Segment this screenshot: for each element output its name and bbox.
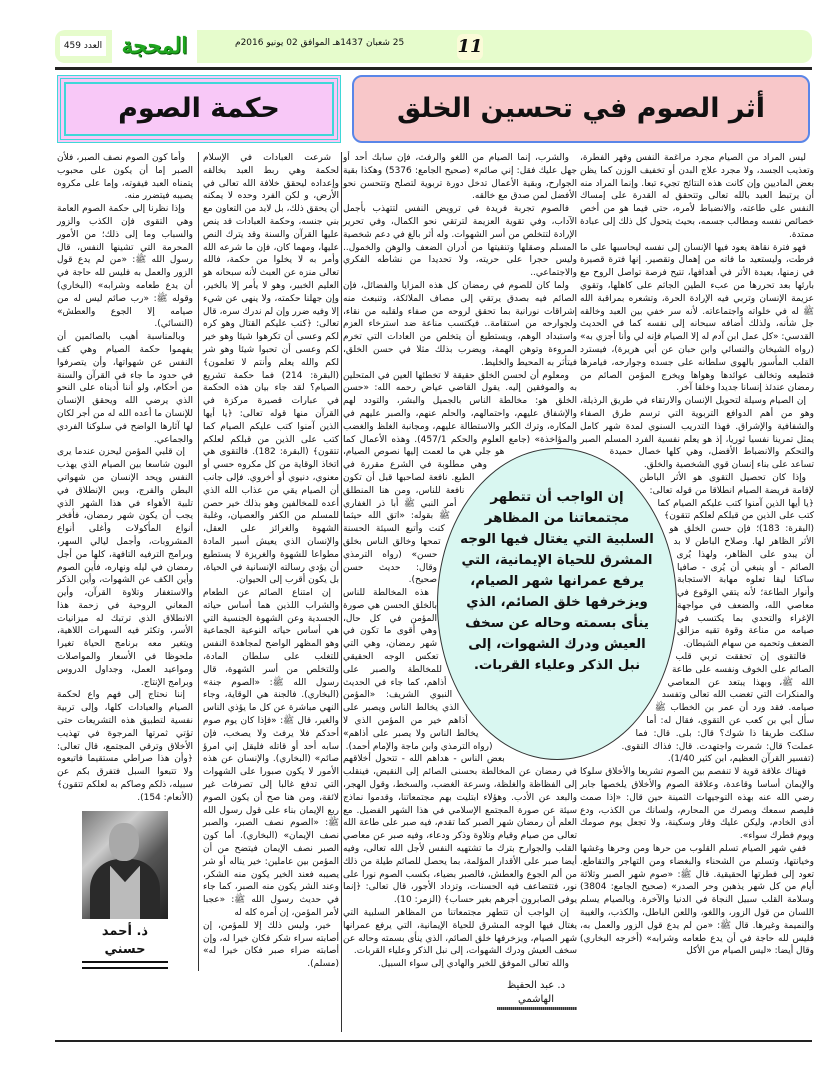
paragraph: هذه المخالطة للناس بالخلق الحسن هي صورة المؤمن في كل حال، وهي أقوى ما تكون في شهر رمضان، وهي التي تعكس الوجه الحقيقي للمخالطة والصبر على أذاهم، كما جاء في الحديث النبوي الشريف: «المؤمن الذي يخالط الناس ويصبر على أذاهم خير من المؤمن الذي لا يخالط الناس ولا يصبر على أذاهم» (رواه الترمذي وابن ماجة والإمام أحمد). (343, 588, 493, 752)
paragraph: والشرب، إنما الصيام من اللغو والرفث، فإن سابك أحد أو جهل عليك فقل: إني صائم» (صحيح الجامع: 5376) وهكذا بقية الجوارح، وبقية الأعمال تدخل دورة تربوية لتصلح وتتحسن نحو الأفضل لمن صدق مع خالقه. (343, 153, 577, 202)
article2-author: ذ. أحمد حسني (101, 923, 149, 957)
paragraph: ومعلوم أن لحسن الخلق حقيقة لا تخطئها العين في المتحلين به والموفقين إليه. يقول القاضي عياض رحمه الله: «حسن الخلق هو: مخالطة الناس بالجميل والبشر، والتودد لهم والإشفاق عليهم، واحتمالهم، والحلم عنهم، والصبر عليهم في المكاره، وترك الكبر والاستطالة عليهم، ومجانبة الغلظ والغضب والمؤاخذة» (جامع العلوم والحكم 457/1). وهذه الأعمال كما هو جلي هي ما لعمت إليها نصوص الصيام، وهي مطلوبة في الشرع مقررة في الطبع. نافعة لصاحبها قبل أن تكون نافعة للناس، ومن هنا المنطلق أمر النبي ﷺ أبا ذر الغفاري ﷺ بقوله: «اتق الله حيثما كنت وأتبع السيئة الحسنة تمحها وخالق الناس بخلق حسن» (رواه الترمذي وقال: حديث حسن صحيح). (343, 370, 577, 586)
article2-body (57, 152, 339, 971)
paragraph: خير، وليس ذلك إلا للمؤمن، إن أصابته سراء شكر فكان خيرا له، وإن أصابته ضراء صبر فكان خيرا له» (مسلم). (203, 920, 339, 970)
paragraph: فهو فترة نقاهة يعود فيها الإنسان إلى نفسه ليحاسبها على ما فرطت، وليستعيد ما فاته من إهمال وتقصير. إنها فترة قصيرة في زمنها، بعيدة الأثر في أهدافها، تتيح فرصة تواصل الروح مع بارئها بعد تحررها من عبء الطين الجاثم على كاهلها، وتقوي عزيمة الإنسان وتربي فيه الإرادة الحرة، وتشعره بمراقبة الله ﷺ له في خلواته واجتماعاته. لأنه سر خفي بين العبد وخالقه جل شأنه، ولذلك أضافه سبحانه إلى نفسه كما في الحديث القدسي: «كل عمل ابن آدم له إلا الصيام فإنه لي وأنا أجزي به» (رواه الشيخان والنسائي وابن حبان عن أبي هريرة)، فيسترد القلب المأسور بالهوى سلطانه على جسده وجوارحه، فيامرها فتطيعه وتخالف عوائدها وهواها ويخرج المؤمن الصائم من رمضان عندئذ إنسانا جديدا وخلقا آخر. (580, 242, 814, 394)
closing-line: والله تعالى الموفق للخير والهادي إلى سواء السبيل. (378, 959, 569, 970)
top-divider (55, 67, 812, 70)
paragraph: وإذا نظرنا إلى حكمة الصوم العامة وهي التقوى فإن الكذب والزور والسباب وما إلى ذلك؛ من الأمور المحرمة التي تشينها النفس، قال رسول الله ﷺ: «من لم يدع قول الزور والعمل به فليس لله حاجة في أن يدع طعامه وشرابه» (البخاري) وقوله ﷺ: «رب صائم ليس له من صيامه إلا الجوع والعطش» (النسائي). (57, 204, 193, 330)
page-number: 11 (457, 34, 483, 60)
column-divider (341, 152, 342, 1032)
paragraph: إن الصيام وسيلة لتحويل الإنسان والارتقاء في طريق الرذيلة، وهو من أهم الدوافع التربوية التي ترسم طرق الصفاء والشفافية والإشراق. فهذا التدريب السنوي لمدة شهر كامل يمثل تمرينا نفسيا ثوريا، إذ هو يعلم نفسية الفرد المسلم الصبر والتحكم والانضباط الأفضل، وهي كلها خصال حميدة تساعد على بناء إنسان قوي الشخصية والخلق. (580, 396, 814, 471)
issue-number: العدد 459 (60, 36, 106, 56)
article2-title: حكمة الصوم (57, 75, 341, 143)
author-underline (82, 961, 168, 969)
bottom-divider (55, 1040, 812, 1042)
paragraph: وأما كون الصوم نصف الصبر، فلأن الصبر إما أن يكون على محبوب يتمناه العبد فيفوته، وإما على مكروه يصيبه فيتضرر منه. (57, 153, 193, 202)
pull-quote: إن الواجب أن تتطهر مجتمعاتنا من المظاهر السلبية التي يغتال فيها الوجه المشرق للحياة الإيمانية، التي يرفع عمرانها شهر الصيام، ويزخرفها خلق الصائم، الذي ينأى بسمته وحاله عن سخف العيش ودرك الشهوات، إلى نبل الذكر وعلياء القربات. (437, 448, 677, 760)
paragraph: فالتقوى إن تحققت تربي قلب الصائم على الخوف ونفسه على طاعة الله ﷺ، وبهذا يبتعد عن المعاصي والمنكرات التي تغضب الله تعالى وتفسد صيامه. فقد ورد أن عمر بن الخطاب ﷺ سأل أبي بن كعب عن التقوى، فقال له: أما سلكت طريقا ذا شوك؟ قال: بلى. قال: فما عملت؟ قال: شمرت واجتهدت. قال: فذاك التقوى. (تفسير القرآن العظيم، ابن كثير 1/40). (621, 652, 814, 765)
author-block (57, 805, 193, 969)
page-header (55, 30, 812, 63)
photo-figure-head (109, 823, 139, 861)
author-photo (82, 811, 168, 919)
paragraph: إن قلبي المؤمن ليحزن عندما يرى البون شاسعا بين الصيام الذي يهذب النفس ويحد الإنسان من شهواتي البطن والفرج، وبين الإنطلاق في تلبية الأهواء في هذا الشهر الذي يجب أن يكون شهر رمضان، فأفخر أنواع المأكولات وأغلى أنواع المشروبات، وأجمل ليالي السهر، وبرامج الترفيه التافهة، كلها من أجل رمضان في ليله ونهاره، فأين الصوم وأين الكف عن الشهوات، وأين الذكر والاستغفار وتلاوة القرآن، وأين المعاني الروحية في زحمة هذا الانطلاق الذي ترتبك له ميزانيات الأسر، وتكثر فيه السهرات اللاهية، ويتغير معه برنامج الحياة تغيرا ملحوظا في الأسعار والمواصلات ومواعيد العمل، وجداول الدروس وبرامج الإنتاج. (57, 447, 193, 688)
paragraph: ففي شهر الصيام تسلم القلوب من حرها ومن وحرها وغشها وخيانتها، وتسلم من الشحناء والبغضاء ومن التهاجر والتقاطع. تعود إلى فطرتها الحقيقية. قال ﷺ: «صوم شهر الصبر وثلاثة أيام من كل شهر يذهبن وحر الصدر» (صحيح الجامع: 3804) وسلامة القلب سبيل النجاة في الدنيا والآخرة. وبالصيام يسلم اللسان من قول الزور، واللغو، واللعن الباطل، والكذب، والغيبة والنميمة وغيرها. قال ﷺ: «من لم يدع قول الزور والعمل به، فليس لله حاجة في أن يدع طعامه وشرابه» (أخرجه البخاري) وقال أيضا: «ليس الصيام من الأكل (580, 844, 814, 957)
paragraph: ليس المراد من الصيام مجرد مراغمة النفس وقهر الفطرة، وتعذيب الجسد، ولا مجرد علاج البدن أو تخفيف الوزن كما يظن بعض الماديين وإن كانت هذه النتائج تجيء تبعا. وإنما المراد منه أن يرتبط العبد بالله تعالى وتتحقق له القدرة على إمساك النفس على طاعته، والانضباط لأمره، حتى فيما هو من أخص خصائص نفسه ومطالب جسمه، بحيث يتحول كل ذلك إلى عبادة ممتدة. (580, 153, 814, 240)
paragraph: وبالمناسبة أهيب بالصائمين أن يفهموا حكمة الصيام وهي كف النفس عن شهواتها، وأن يتصرفوا في حدود ما جاء في القرآن والسنة من أحكام، ولو أننا أديناه على النحو الذي يرضي الله ويحقق الإنسان للإنسان ما أعده الله له من أجر لكان لها آثارها الواضح في سلوكنا الفردي والجماعي. (57, 332, 193, 445)
paragraph: إن امتناع الصائم عن الطعام والشراب اللذين هما أساس حياته الجسدية وعن الشهوة الجنسية التي هي أساس حياته النوعية الجماعية وهو المظهر الواضح لمجاهدة النفس للتغلب على سلطان المادة، وللتخلص من أسر الشهوة، قال رسول الله ﷺ: «الصوم جنة» (البخاري). فالجنة هي الوقاية، وجاء النهي مباشرة عن كل ما يؤذي الناس والغير، قال ﷺ: «فإذا كان يوم صوم أحدكم فلا يرفث ولا يصخب، فإن سابه أحد أو قاتله فليقل إني امرؤ صائم» (البخاري). والإنسان عن هذه الأمور لا يكون صبورا على الشهوات التي تدفع غالبا إلى تصرفات غير لائقة، ومن هنا صح أن يكون الصوم ربع الإيمان بناء على قول رسول الله ﷺ: «الصوم نصف الصبر، والصبر نصف الإيمان» (البخاري). أما كون الصبر نصف الإيمان فيتضح من أن المؤمن بين عاملين: خير يناله أو شر يصيبه فعند الخير يكون منه الشكر، وعند الشر يكون منه الصبر، كما جاء في حديث رسول الله ﷺ: «عجبا لأمر المؤمن، إن أمره كله له (203, 588, 339, 919)
paragraph: شرعت العبادات في الإسلام لحكمة وهي ربط العبد بخالقه وإعداده ليحقق خلافة الله تعالى في الأرض، و لكن الفرد وحده لا يمكنه أن يحقق ذلك، بل لابد من التعاون مع بني جنسه، وحكمة العبادات قد ينص عليها القرآن والسنة وقد يترك النص عليها، ومهما كان، فإن ما شرعه الله وأمر به لا يخلوا من حكمة، فالله تعالى منزه عن العبث لأنه سبحانه هو العليم الخبير، وهو لا يأمر إلا بالخير، وإن جهلنا حكمته، ولا ينهى عن شيء إلا وفيه ضرر وإن لم ندرك سره، قال تعالى: ﴿كتب عليكم القتال وهو كره لكم وعسى أن تكرهوا شيئا وهو خير لكم وعسى أن تحبوا شيئا وهو شر لكم والله يعلم وأنتم لا تعلمون﴾ (البقرة: 214) فما حكمة تشريع الصيام؟ لقد جاء بيان هذه الحكمة في عبارات قصيرة مركزة في القرآن منها قوله تعالى: ﴿يا أيها الذين آمنوا كتب عليكم الصيام كما كتب على الذين من قبلكم لعلكم تتقون﴾ (البقرة: 182). فالتقوى هي اتخاذ الوقاية من كل مكروه حسي أو معنوي، دنيوي أو أخروي. فإلى جانب أن الصيام يقي من عذاب الله الذي أعده للمخالفين وهو بذلك خير حصن للمسلم من الكفر والعصيان، وغلبة الشهوة والغرائز على العقل، والإنسان الذي يعيش أسير المادة مطواعا للشهوة والغريزة لا يستطيع أن يؤدي رسالته الإنسانية في الحياة، بل يكون أقرب إلى الحيوان. (203, 153, 340, 586)
masthead-logo: المحجة (112, 30, 197, 63)
paragraph: فالصوم تجربة فريدة في ترويض النفس لتتهذب بأجمل الآداب، وفي تقوية العزيمة لترتقي نحو الكمال، وفي تحرير الإرادة لتتخلص من أسر الشهوات. وله أثر بالغ في دعم شخصية المسلم وصقلها وتنقيتها من أدران الضعف والوهن والخمول.. وليس حجرا على حريته، ولا تحديدا من نشاطه الفكري والاجتماعي.. (343, 204, 577, 279)
article1-title: أثر الصوم في تحسين الخلق (352, 75, 810, 143)
paragraph: وإذا كان تحصيل التقوى هو الأثر الباطن لإقامة فريضة الصيام انطلاقا من قوله تعالى: ﴿يا أيها الذين آمنوا كتب عليكم الصيام كما كتب على الذين من قبلكم لعلكم تتقون﴾ (البقرة: 183)؛ فإن حسن الخلق هو الأثر الظاهر لها. وصلاح الباطن لا بد أن يبدو على الظاهر، ولهذا يُرى الصائم - أو ينبغي أن يُرى - صافيا ساكنا ليقا تعلوه مهابة الاستجابة وأنوار الطاعة؛ لأنه يتقي الوقوع في معاصي الله، والضعف في مواجهة الإغراء والتحدي بما يكتسب في صيامه من مناعة وقوة تقيه مزالق الضعف وتحميه من سهام الشيطان. (639, 472, 814, 650)
paragraph: فهناك علاقة قوية لا تنفصم بين الصوم تشريعا والأخلاق سلوكا والإيمان أساسا وقاعدة، وعلاقة الصوم والأخلاق يلخصها جابر رضي الله عنه بهذه التوجيهات الثمينة حين قال: «إذا صمت فليصم سمعك وبصرك من المحارم، ولسانك من الكذب، ودع أذى الخادم، وليكن عليك وقار وسكينة، ولا تجعل يوم صومك ويوم فطرك سواء». (580, 767, 814, 842)
article1-author: د. عبد الحفيظ الهاشمي (506, 980, 566, 1005)
paragraph: إننا نحتاج إلى فهم واع لحكمة الصيام والعبادات كلها، وإلى تربية نفسية لتطبيق هذه التشريعات حتى تؤتي ثمرتها المرجوة في تهذيب الأخلاق وترقي المجتمع، قال تعالى: ﴿وأن هذا صراطي مستقيما فاتبعوه ولا تتبعوا السبل فتفرق بكم عن سبيله، ذلكم وصاكم به لعلكم تتقون﴾ (الأنعام: 154). (57, 690, 193, 803)
paragraph: ولما كان للصوم في رمضان كل هذه المزايا والفضائل، فإن الصائم فيه بصدق يرتقي إلى مصاف الملائكة، وتنبعث منه إشراقات نورانية بما تحقق لروحه من صفاء ولقلبه من نقاء، ولجوارحه من استقامة.. فيكتسب مناعة ضد استرخاء العزم واستبداد الوهم، ويستطيع أن يتخلص من العادات التي تخرم المروءة وتوهن الهمة، ويضرب بذلك مثلا في حسن الخلق، فيتأثر به المحيط والخليط. (343, 280, 577, 368)
author-underline (497, 1007, 577, 1010)
issue-date: 25 شعبان 1437هـ الموافق 02 يونيو 2016م (235, 38, 405, 48)
paragraph: بعض الناس - هداهم الله - تتحول أخلاقهم في رمضان عن المخالطة بحسنى الصائم إلى النقيض، فينقلب إلى الفظاظة والغلظة، وسرعة الغضب، والسخط، وقول الهجر، والبعد عن الأدب. وهؤلاء ابتليت بهم مجتمعاتنا، وقدموا نماذج سيئة عن صورة المجتمع الإسلامي في هذا الشهر الفضيل. مع العلم أن رمضان شهر الصبر كما تقدم، فيه صبر على طاعة الله تعالى من صيام وقيام وتلاوة وذكر ودعاء، وفيه صبر عن معاصي القلب والجوارح بترك ما تشتهيه النفس لأجل الله تعالى، وفيه أيضا صبر على الأقدار المؤلمة، بما يحصل للصائم طيلة من ذلك من ألم الجوع والعطش، فالصبر بضياء، بكسب الصوم نورا على نور، فتتضاعف فيه الحسنات، وتزداد الأجور، قال تعالى: ﴿إنما يوفى الصابرون أجرهم بغير حساب﴾ (الزمر: 10). (343, 754, 577, 906)
paragraph: إن الواجب أن تتطهر مجتمعاتنا من المظاهر السلبية التي يغتال فيها الوجه المشرق للحياة الإيمانية، التي يرفع عمرانها شهر الصيام، ويزخرفها خلق الصائم، الذي ينأى بسمته وحاله عن سخف العيش ودرك الشهوات، إلى نبل الذكر وعلياء القربات. (343, 908, 577, 957)
